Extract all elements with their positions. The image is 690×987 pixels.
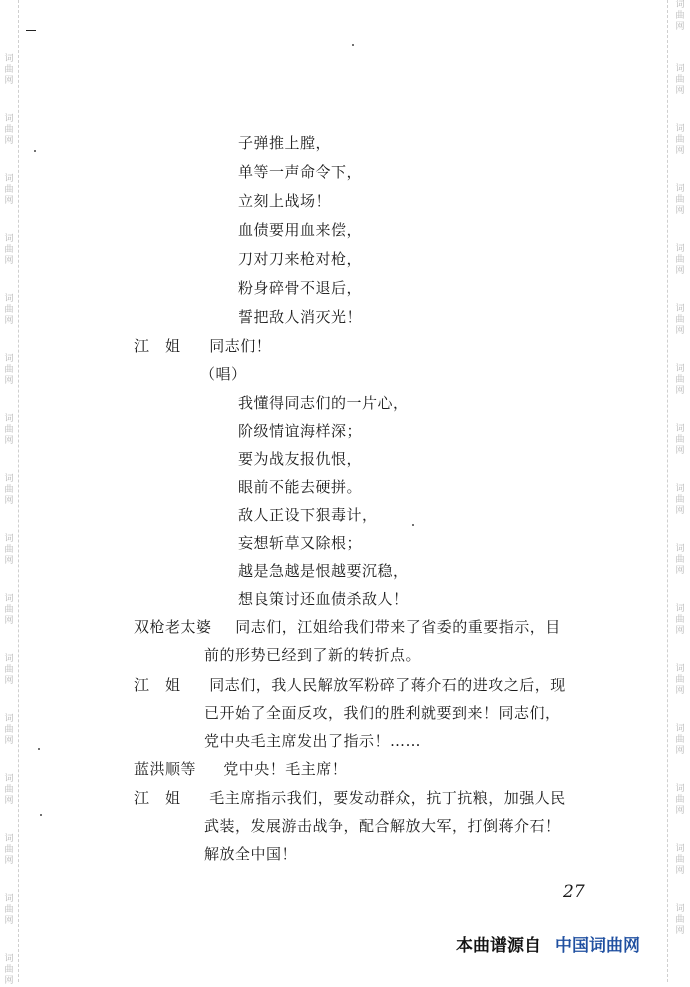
watermark-text: 词曲网 xyxy=(4,654,14,686)
print-speck xyxy=(40,814,42,816)
speaker-name: 双枪老太婆 xyxy=(134,618,212,636)
speaker-name: 蓝洪顺等 xyxy=(134,760,197,778)
dialogue-text: 同志们，我人民解放军粉碎了蒋介石的进攻之后，现 xyxy=(209,676,566,694)
watermark-text: 词曲网 xyxy=(675,484,685,516)
dialogue-continuation: 党中央毛主席发出了指示！…… xyxy=(204,732,422,750)
lyric-line: 眼前不能去硬拼。 xyxy=(238,478,363,496)
watermark-text: 词曲网 xyxy=(675,844,685,876)
watermark-text: 词曲网 xyxy=(675,724,685,756)
watermark-text: 词曲网 xyxy=(4,834,14,866)
lyric-line: 血债要用血来偿， xyxy=(238,221,363,239)
watermark-text: 词曲网 xyxy=(4,774,14,806)
watermark-text: 词曲网 xyxy=(4,474,14,506)
lyric-line: 立刻上战场！ xyxy=(238,192,332,210)
lyric-line: 阶级情谊海样深； xyxy=(238,422,363,440)
print-speck xyxy=(352,44,354,46)
watermark-text: 词曲网 xyxy=(4,114,14,146)
lyric-line: 子弹推上膛， xyxy=(238,134,332,152)
dialogue-continuation: 解放全中国！ xyxy=(204,845,298,863)
speaker-name: 江 姐 xyxy=(134,337,181,355)
dialogue-text: 同志们！ xyxy=(209,337,272,355)
speaker-name: 江 姐 xyxy=(134,789,181,807)
watermark-text: 词曲网 xyxy=(675,304,685,336)
watermark-text: 词曲网 xyxy=(675,0,685,32)
watermark-text: 词曲网 xyxy=(675,784,685,816)
print-speck xyxy=(34,150,36,152)
dialogue-line xyxy=(134,617,561,637)
watermark-text: 词曲网 xyxy=(4,174,14,206)
print-speck xyxy=(38,748,40,750)
dialogue-continuation: 已开始了全面反攻，我们的胜利就要到来！同志们， xyxy=(204,704,561,722)
watermark-text: 词曲网 xyxy=(4,714,14,746)
dialogue-line xyxy=(134,788,566,808)
speaker-name: 江 姐 xyxy=(134,676,181,694)
watermark-text: 词曲网 xyxy=(675,184,685,216)
watermark-text: 词曲网 xyxy=(4,414,14,446)
page-number: 27 xyxy=(563,882,585,902)
brand-link[interactable]: 中国词曲网 xyxy=(555,936,640,956)
corner-mark xyxy=(26,30,36,31)
lyric-line: 我懂得同志们的一片心， xyxy=(238,394,409,412)
dialogue-text: 毛主席指示我们，要发动群众，抗丁抗粮，加强人民 xyxy=(209,789,566,807)
watermark-text: 词曲网 xyxy=(4,54,14,86)
watermark-text: 词曲网 xyxy=(4,954,14,986)
watermark-text: 词曲网 xyxy=(4,594,14,626)
dialogue-continuation: 前的形势已经到了新的转折点。 xyxy=(204,646,422,664)
source-footer xyxy=(456,931,640,956)
lyric-line: 要为战友报仇恨， xyxy=(238,450,363,468)
lyric-line: 妄想斩草又除根； xyxy=(238,534,363,552)
watermark-text: 词曲网 xyxy=(675,64,685,96)
watermark-text: 词曲网 xyxy=(675,904,685,936)
watermark-text: 词曲网 xyxy=(675,124,685,156)
dialogue-line xyxy=(134,336,271,356)
dialogue-text: 同志们，江姐给我们带来了省委的重要指示，目 xyxy=(235,618,561,636)
dialogue-line xyxy=(134,759,347,779)
lyric-line: 粉身碎骨不退后， xyxy=(238,279,363,297)
lyric-line: 单等一声命令下， xyxy=(238,163,363,181)
watermark-text: 词曲网 xyxy=(4,234,14,266)
watermark-text: 词曲网 xyxy=(675,244,685,276)
lyric-line: 誓把敌人消灭光！ xyxy=(238,308,363,326)
watermark-text: 词曲网 xyxy=(4,294,14,326)
watermark-text: 词曲网 xyxy=(4,354,14,386)
watermark-text: 词曲网 xyxy=(675,424,685,456)
right-watermark-strip xyxy=(667,0,690,982)
watermark-text: 词曲网 xyxy=(675,604,685,636)
print-speck xyxy=(412,524,414,526)
watermark-text: 词曲网 xyxy=(4,534,14,566)
lyric-line: 刀对刀来枪对枪， xyxy=(238,250,363,268)
dialogue-continuation: 武装，发展游击战争，配合解放大军，打倒蒋介石！ xyxy=(204,817,561,835)
watermark-text: 词曲网 xyxy=(675,364,685,396)
lyric-line: 敌人正设下狠毒计， xyxy=(238,506,378,524)
lyric-line: 想良策讨还血债杀敌人！ xyxy=(238,590,409,608)
stage-direction: （唱） xyxy=(200,365,247,383)
watermark-text: 词曲网 xyxy=(675,544,685,576)
dialogue-line xyxy=(134,675,566,695)
source-label: 本曲谱源自 xyxy=(456,936,541,956)
left-watermark-strip xyxy=(0,0,19,986)
watermark-text: 词曲网 xyxy=(675,664,685,696)
lyric-line: 越是急越是恨越要沉稳， xyxy=(238,562,409,580)
dialogue-text: 党中央！毛主席！ xyxy=(223,760,348,778)
watermark-text: 词曲网 xyxy=(4,894,14,926)
